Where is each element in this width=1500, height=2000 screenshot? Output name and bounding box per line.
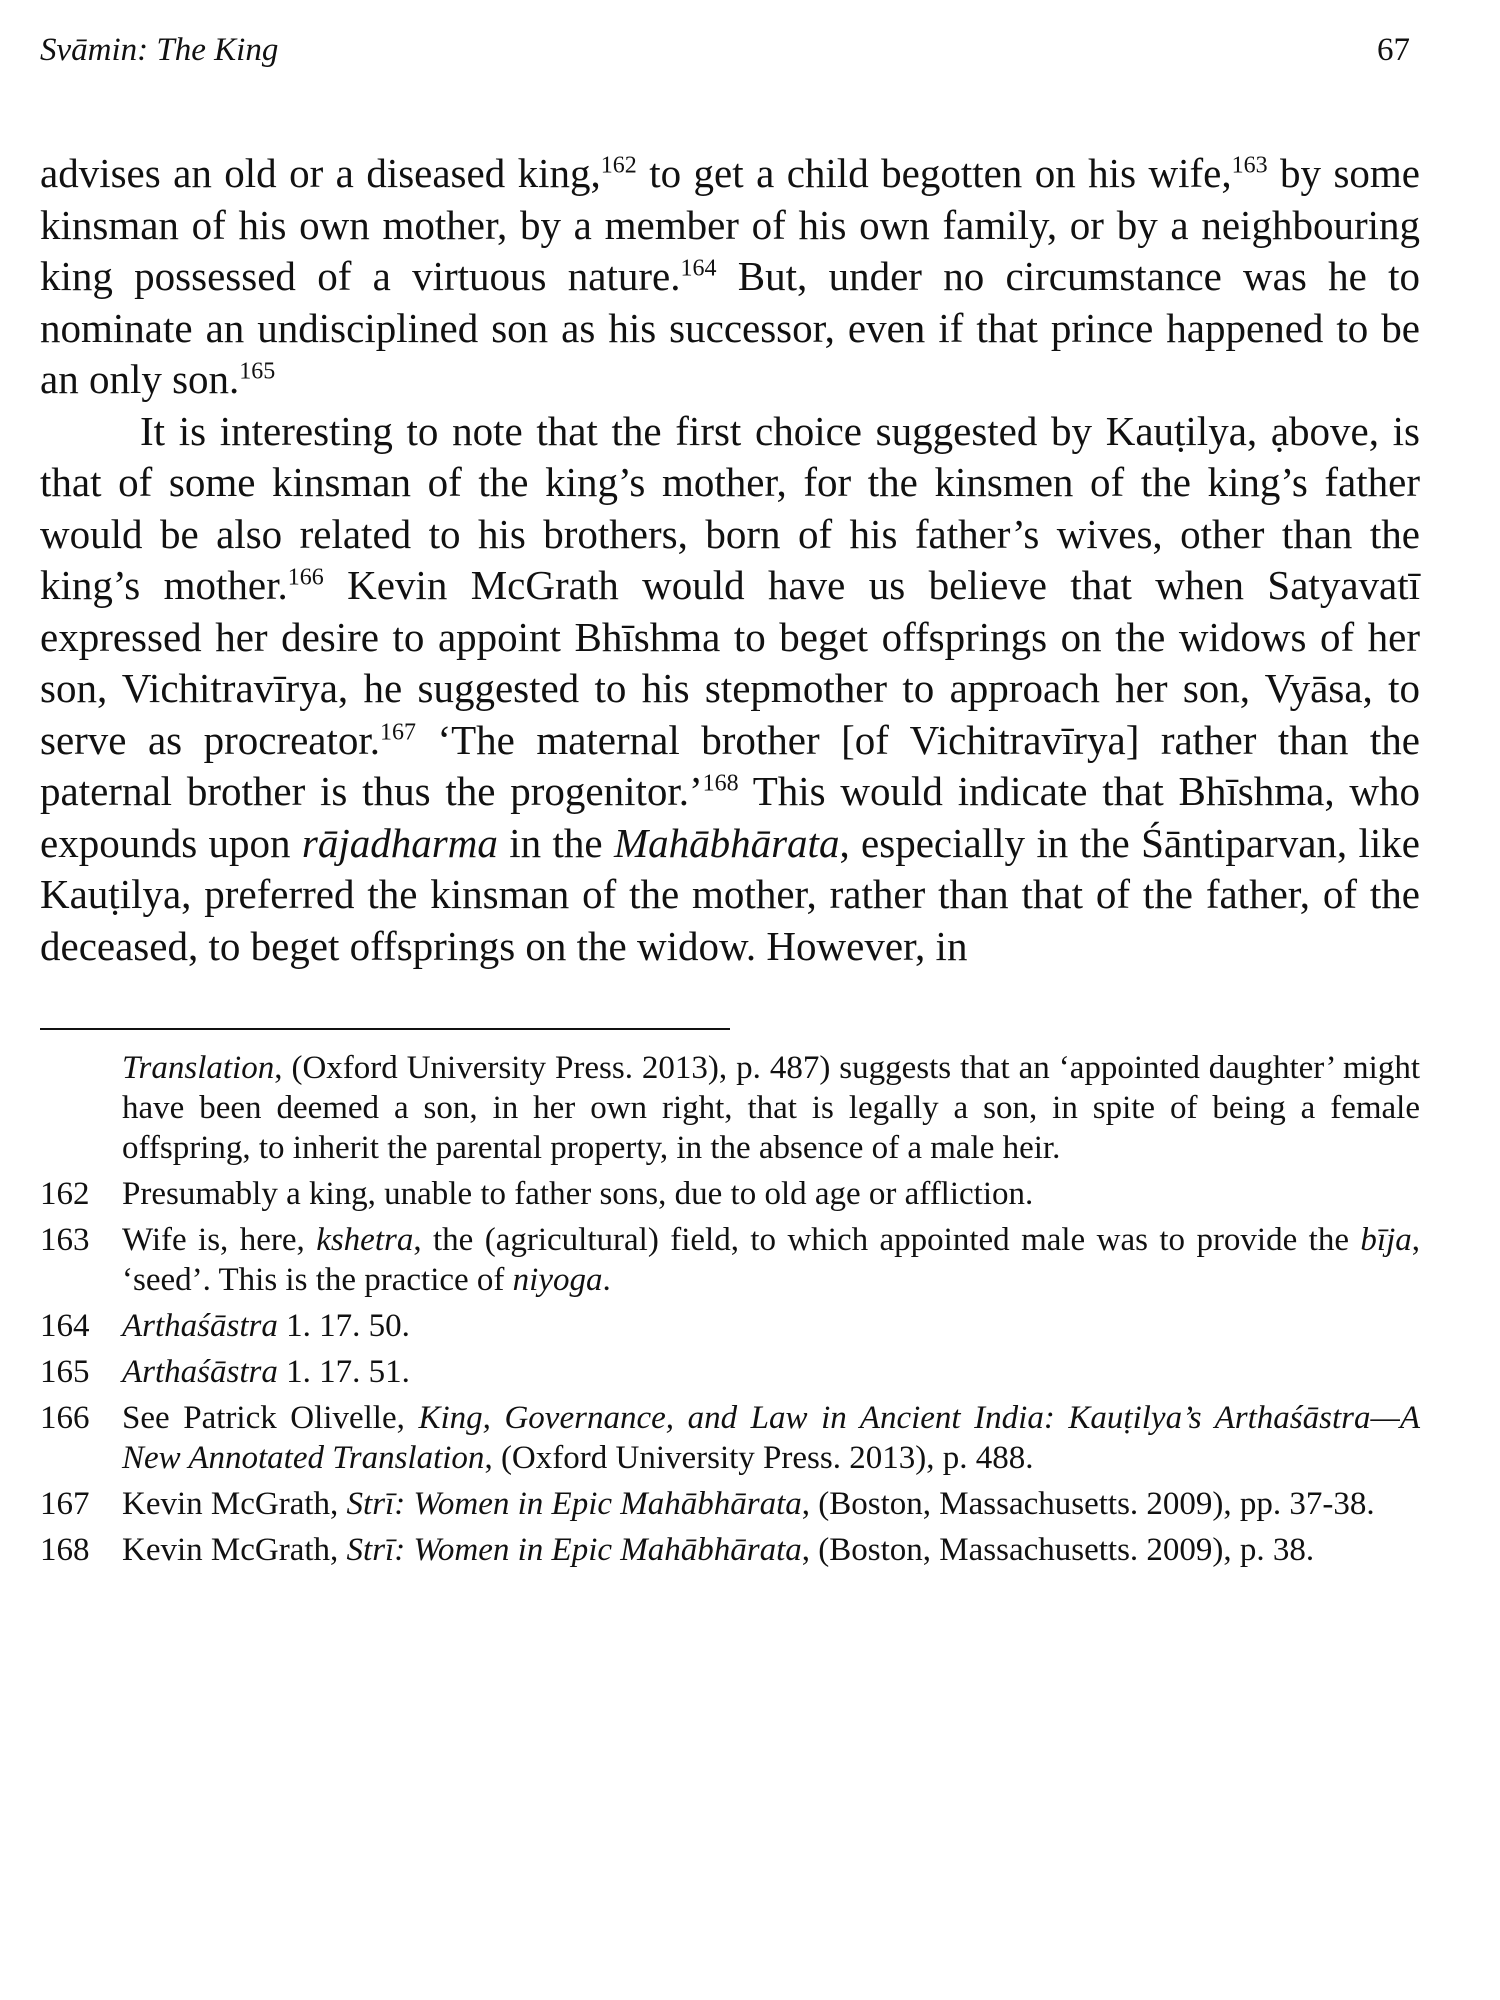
footnote-167 bbox=[40, 1484, 1420, 1524]
footnote-text: Wife is, here, kshetra, the (agricultural) field, to which appointed male was to provide the bīja, ‘seed’. This is the practice of niyoga. bbox=[122, 1222, 1420, 1298]
footnote-text: Presumably a king, unable to father sons, due to old age or affliction. bbox=[122, 1176, 1034, 1212]
text-run: advises an old or a diseased king, bbox=[40, 150, 601, 196]
footnote-text: Arthaśāstra 1. 17. 50. bbox=[122, 1308, 410, 1344]
italic-term: bīja bbox=[1360, 1222, 1412, 1258]
footnote-ref: 165 bbox=[239, 358, 276, 385]
text-run: , especially in the Śāntiparvan, like Kauṭilya, preferred the kinsman of the mother, rather than that of the father, of the deceased, to beget offsprings on the widow. However, in bbox=[40, 819, 1421, 969]
footnote-number: 165 bbox=[40, 1354, 90, 1390]
footnote-162 bbox=[40, 1174, 1420, 1214]
footnotes bbox=[40, 1048, 1420, 1570]
italic-term: Arthaśāstra bbox=[122, 1308, 278, 1344]
footnote-ref: 167 bbox=[380, 718, 417, 745]
text-run: ‘The maternal brother [of Vichitravīrya] rather than the paternal brother is thus the progenitor.’ bbox=[40, 716, 1421, 814]
footnote-continued bbox=[40, 1048, 1420, 1168]
footnote-text: Kevin McGrath, Strī: Women in Epic Mahābhārata, (Boston, Massachusetts. 2009), p. 38. bbox=[122, 1532, 1315, 1568]
italic-term: Translation bbox=[122, 1050, 275, 1086]
footnote-number: 166 bbox=[40, 1400, 90, 1436]
text-run: This would indicate that Bhīshma, who expounds upon bbox=[40, 768, 1420, 866]
text-run: to get a child begotten on his wife, bbox=[636, 150, 1232, 196]
italic-term: kshetra bbox=[316, 1222, 414, 1258]
footnote-168 bbox=[40, 1530, 1420, 1570]
footnote-ref: 164 bbox=[680, 255, 717, 282]
footnote-text: Kevin McGrath, Strī: Women in Epic Mahābhārata, (Boston, Massachusetts. 2009), pp. 37-38. bbox=[122, 1486, 1375, 1522]
footnote-text: Arthaśāstra 1. 17. 51. bbox=[122, 1354, 410, 1390]
footnote-ref: 168 bbox=[702, 770, 739, 797]
italic-term: Strī: Women in Epic Mahābhārata bbox=[346, 1532, 802, 1568]
italic-term: King, Governance, and Law in Ancient India: Kauṭilya’s Arthaśāstra—A New Annotated Translation bbox=[122, 1400, 1421, 1476]
footnote-text: See Patrick Olivelle, King, Governance, and Law in Ancient India: Kauṭilya’s Arthaśāstra—A New Annotated Translation, (Oxford University Press. 2013), p. 488. bbox=[122, 1400, 1421, 1476]
footnote-number: 167 bbox=[40, 1486, 90, 1522]
running-title: Svāmin: The King bbox=[40, 32, 279, 68]
text-run: But, under no circumstance was he to nominate an undisciplined son as his successor, even if that prince happened to be an only son. bbox=[40, 253, 1420, 402]
main-text bbox=[40, 148, 1420, 972]
italic-term: Strī: Women in Epic Mahābhārata bbox=[346, 1486, 802, 1522]
footnote-ref: 162 bbox=[600, 152, 637, 179]
footnote-text: , (Oxford University Press. 2013), p. 487) suggests that an ‘appointed daughter’ might have been deemed a son, in her own right, that is legally a son, in spite of being a female offspring, to inherit the parental property, in the absence of a male heir. bbox=[122, 1050, 1420, 1166]
footnote-number: 162 bbox=[40, 1176, 90, 1212]
footnote-number: 163 bbox=[40, 1222, 90, 1258]
footnote-ref: 166 bbox=[287, 564, 324, 591]
text-run: by some kinsman of his own mother, by a member of his own family, or by a neighbouring king possessed of a virtuous nature. bbox=[40, 150, 1420, 299]
paragraph-1 bbox=[40, 148, 1420, 406]
text-run: It is interesting to note that the first choice suggested by Kauṭilya, ạbove, is that of some kinsman of the king’s mother, for the kinsmen of the king’s father would be also related to his brothers, born of his father’s wives, other than the king’s mother. bbox=[40, 407, 1420, 608]
footnote-163 bbox=[40, 1220, 1420, 1300]
footnote-165 bbox=[40, 1352, 1420, 1392]
paragraph-2 bbox=[40, 406, 1420, 973]
footnote-divider bbox=[40, 1028, 730, 1030]
footnote-164 bbox=[40, 1306, 1420, 1346]
text-run: Kevin McGrath would have us believe that when Satyavatī expressed her desire to appoint Bhīshma to beget offsprings on the widows of her son, Vichitravīrya, he suggested to his stepmother to approach her son, Vyāsa, to serve as procreator. bbox=[40, 562, 1420, 763]
italic-term: rājadharma bbox=[301, 819, 498, 866]
footnote-ref: 163 bbox=[1231, 152, 1268, 179]
page-number: 67 bbox=[1377, 32, 1410, 68]
italic-term: Mahābhārata bbox=[613, 819, 840, 866]
text-run: in the bbox=[497, 819, 614, 866]
running-head bbox=[40, 32, 1420, 88]
footnote-166 bbox=[40, 1398, 1420, 1478]
italic-term: Arthaśāstra bbox=[122, 1354, 278, 1390]
footnote-number: 168 bbox=[40, 1532, 90, 1568]
italic-term: niyoga bbox=[512, 1262, 603, 1298]
footnote-number: 164 bbox=[40, 1308, 90, 1344]
